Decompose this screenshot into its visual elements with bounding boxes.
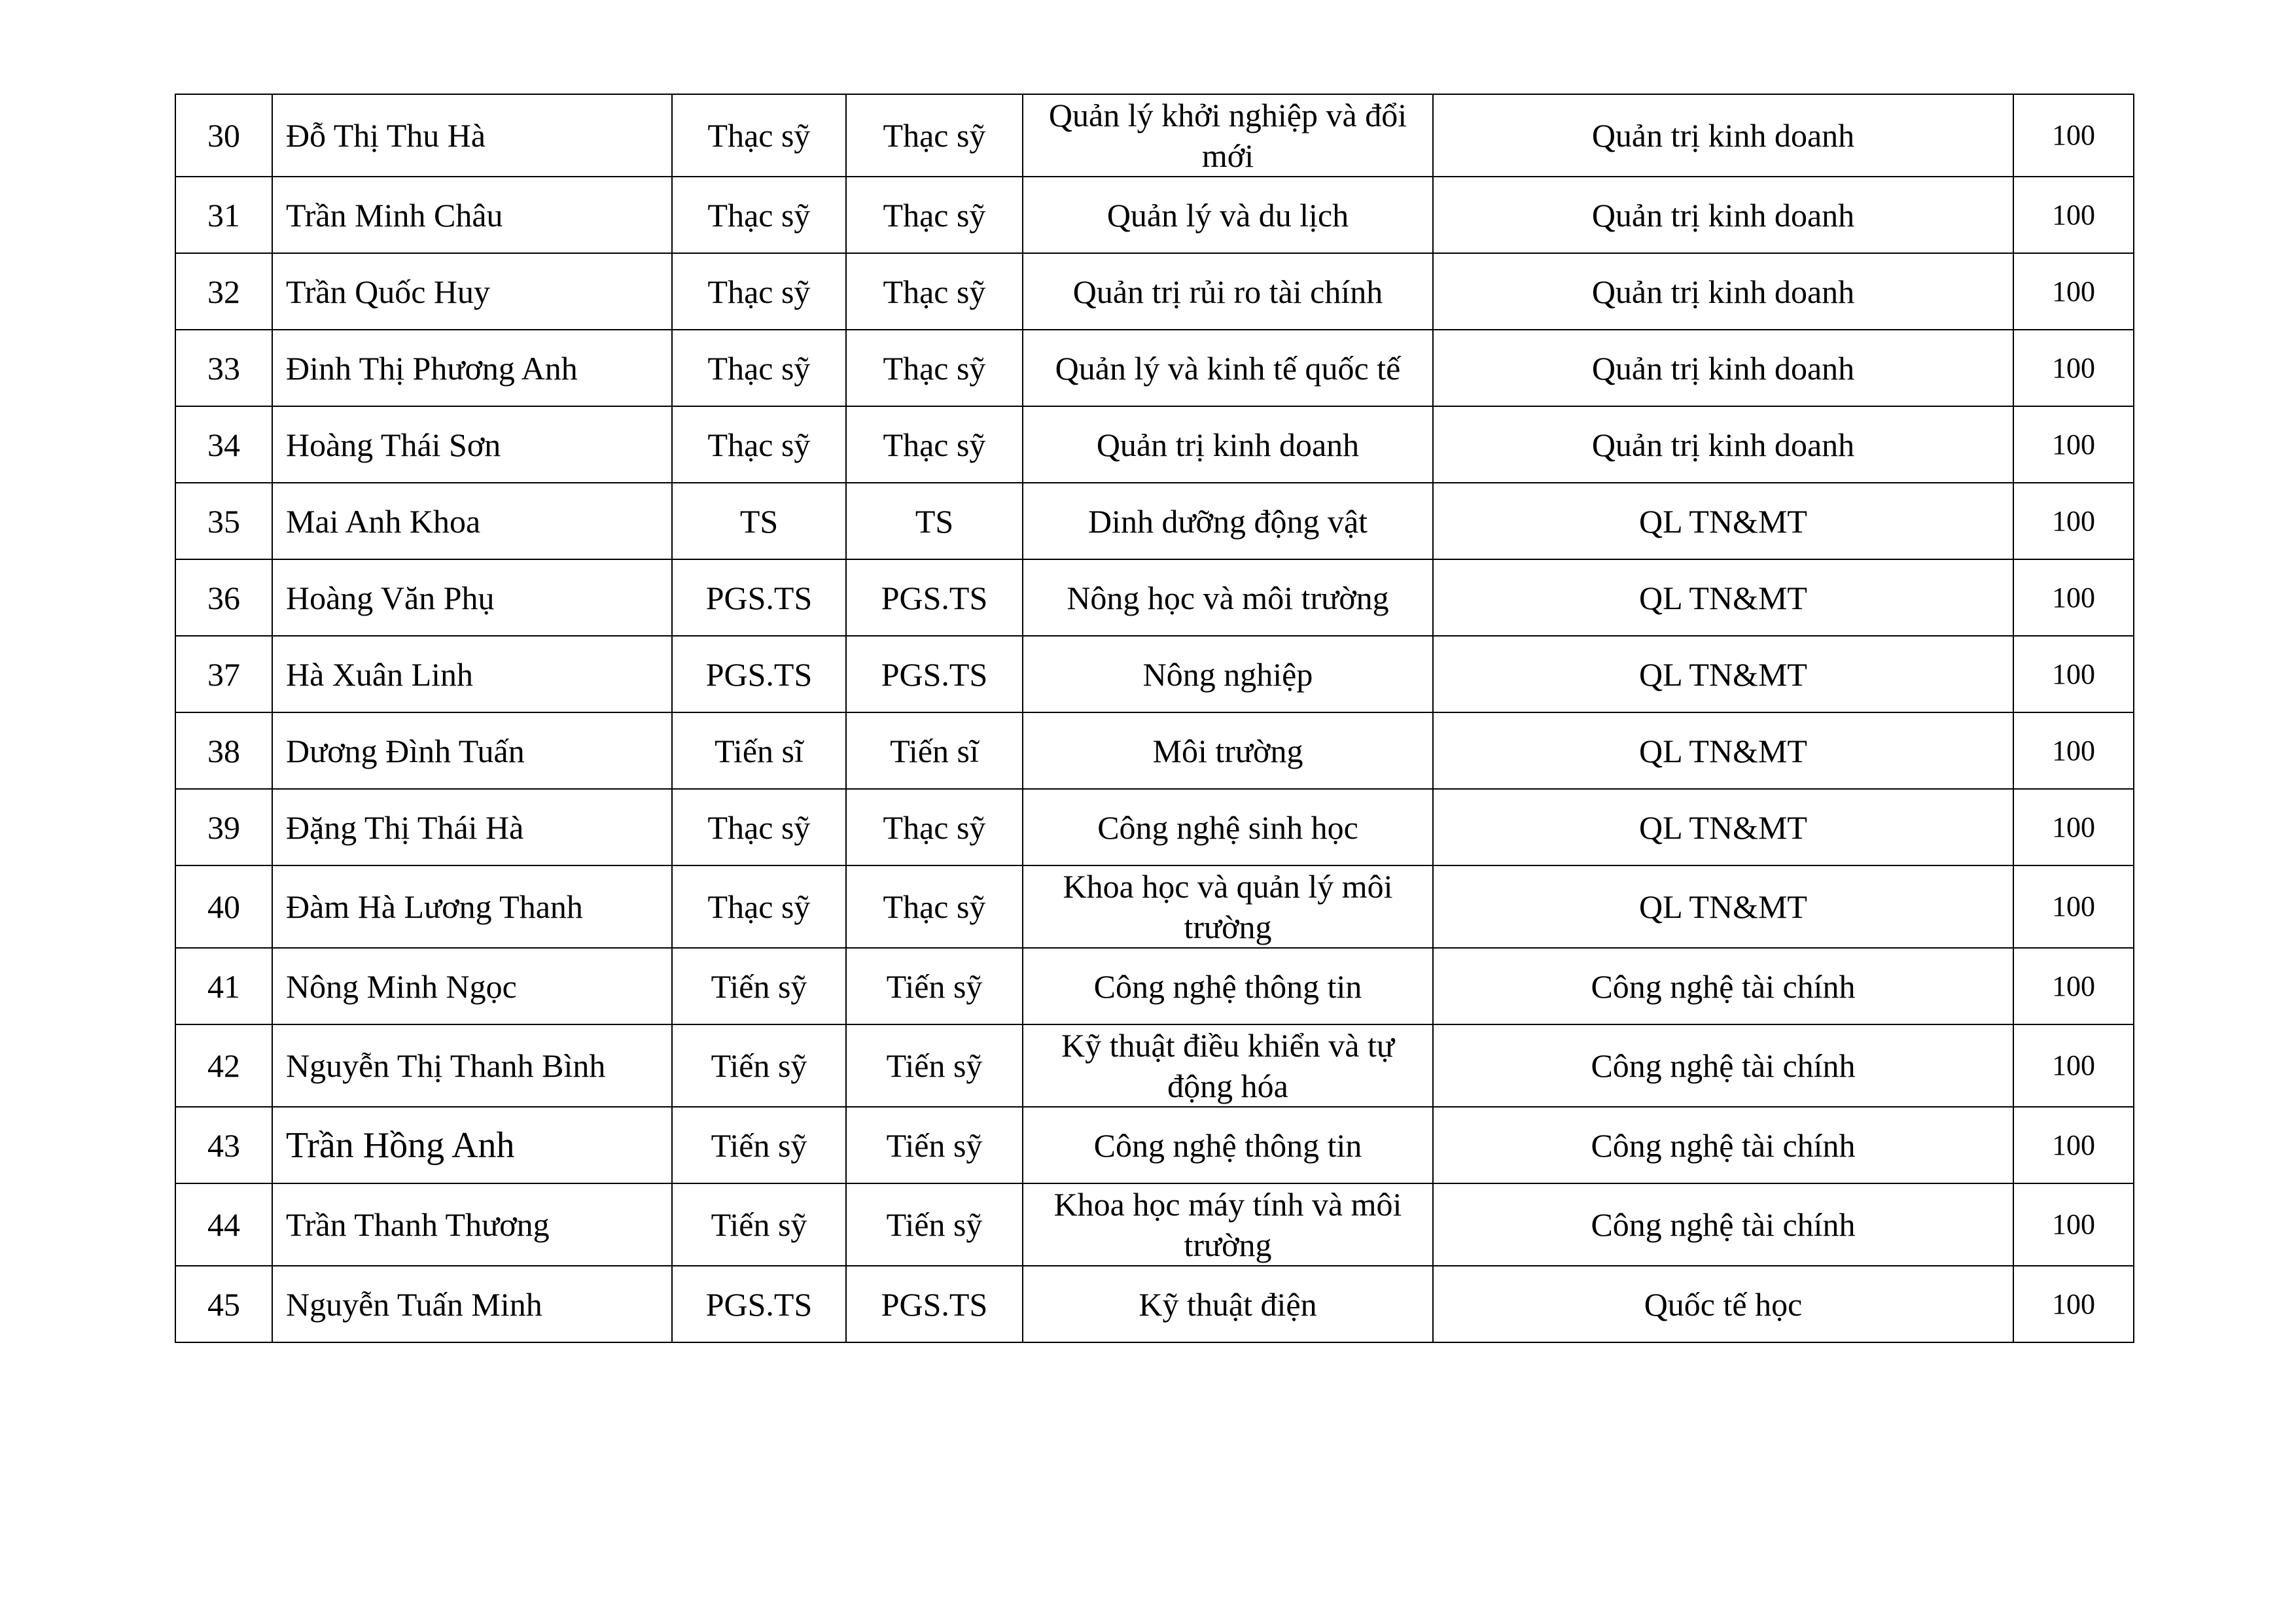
row-number: 40 (175, 865, 272, 948)
major: Quản lý và du lịch (1023, 177, 1433, 253)
staff-name: Đỗ Thị Thu Hà (272, 94, 672, 177)
staff-name: Nguyễn Thị Thanh Bình (272, 1024, 672, 1107)
major: Dinh dưỡng động vật (1023, 483, 1433, 559)
table-row (175, 1024, 2134, 1107)
degree: PGS.TS (672, 559, 846, 636)
faculty: Quản trị kinh doanh (1433, 253, 2013, 330)
row-number: 32 (175, 253, 272, 330)
major: Quản lý và kinh tế quốc tế (1023, 330, 1433, 406)
percent: 100 (2013, 559, 2134, 636)
percent: 100 (2013, 1183, 2134, 1266)
faculty: QL TN&MT (1433, 789, 2013, 865)
degree-secondary: Thạc sỹ (846, 177, 1023, 253)
percent: 100 (2013, 94, 2134, 177)
staff-name: Mai Anh Khoa (272, 483, 672, 559)
degree: Tiến sỹ (672, 1183, 846, 1266)
staff-table (175, 94, 2134, 1343)
staff-name: Trần Thanh Thương (272, 1183, 672, 1266)
row-number: 42 (175, 1024, 272, 1107)
table-row (175, 712, 2134, 789)
faculty: Quản trị kinh doanh (1433, 94, 2013, 177)
staff-name: Trần Minh Châu (272, 177, 672, 253)
row-number: 45 (175, 1266, 272, 1342)
degree: Thạc sỹ (672, 330, 846, 406)
staff-name: Trần Hồng Anh (272, 1107, 672, 1183)
row-number: 37 (175, 636, 272, 712)
row-number: 33 (175, 330, 272, 406)
major: Công nghệ thông tin (1023, 1107, 1433, 1183)
degree-secondary: PGS.TS (846, 559, 1023, 636)
row-number: 39 (175, 789, 272, 865)
major: Quản trị rủi ro tài chính (1023, 253, 1433, 330)
percent: 100 (2013, 253, 2134, 330)
degree-secondary: Thạc sỹ (846, 253, 1023, 330)
staff-name: Hoàng Thái Sơn (272, 406, 672, 483)
degree: Tiến sỹ (672, 948, 846, 1024)
degree: PGS.TS (672, 1266, 846, 1342)
table-row (175, 94, 2134, 177)
faculty: QL TN&MT (1433, 865, 2013, 948)
degree: Tiến sĩ (672, 712, 846, 789)
degree: Thạc sỹ (672, 789, 846, 865)
row-number: 35 (175, 483, 272, 559)
degree: Thạc sỹ (672, 94, 846, 177)
degree: Thạc sỹ (672, 865, 846, 948)
degree: TS (672, 483, 846, 559)
faculty: Quản trị kinh doanh (1433, 330, 2013, 406)
degree: Thạc sỹ (672, 253, 846, 330)
staff-name: Nguyễn Tuấn Minh (272, 1266, 672, 1342)
major: Quản trị kinh doanh (1023, 406, 1433, 483)
staff-name: Hoàng Văn Phụ (272, 559, 672, 636)
staff-name: Hà Xuân Linh (272, 636, 672, 712)
table-row (175, 865, 2134, 948)
percent: 100 (2013, 1107, 2134, 1183)
faculty: Công nghệ tài chính (1433, 1107, 2013, 1183)
major: Công nghệ thông tin (1023, 948, 1433, 1024)
degree-secondary: Tiến sỹ (846, 948, 1023, 1024)
staff-name: Nông Minh Ngọc (272, 948, 672, 1024)
degree: Thạc sỹ (672, 406, 846, 483)
staff-name: Trần Quốc Huy (272, 253, 672, 330)
table-row (175, 636, 2134, 712)
degree-secondary: PGS.TS (846, 636, 1023, 712)
percent: 100 (2013, 636, 2134, 712)
degree: Tiến sỹ (672, 1024, 846, 1107)
degree-secondary: TS (846, 483, 1023, 559)
faculty: Công nghệ tài chính (1433, 948, 2013, 1024)
table-row (175, 789, 2134, 865)
percent: 100 (2013, 177, 2134, 253)
major: Công nghệ sinh học (1023, 789, 1433, 865)
table-row (175, 1266, 2134, 1342)
row-number: 34 (175, 406, 272, 483)
degree-secondary: Thạc sỹ (846, 406, 1023, 483)
staff-name: Dương Đình Tuấn (272, 712, 672, 789)
table-row (175, 948, 2134, 1024)
faculty: QL TN&MT (1433, 559, 2013, 636)
percent: 100 (2013, 948, 2134, 1024)
faculty: QL TN&MT (1433, 712, 2013, 789)
faculty: QL TN&MT (1433, 636, 2013, 712)
percent: 100 (2013, 1266, 2134, 1342)
table-row (175, 559, 2134, 636)
row-number: 38 (175, 712, 272, 789)
major: Khoa học và quản lý môi trường (1023, 865, 1433, 948)
table-row (175, 330, 2134, 406)
table-body (175, 94, 2134, 1342)
row-number: 30 (175, 94, 272, 177)
faculty: Quốc tế học (1433, 1266, 2013, 1342)
table-row (175, 483, 2134, 559)
major: Kỹ thuật điện (1023, 1266, 1433, 1342)
major: Nông học và môi trường (1023, 559, 1433, 636)
faculty: Quản trị kinh doanh (1433, 177, 2013, 253)
percent: 100 (2013, 406, 2134, 483)
degree-secondary: Thạc sỹ (846, 94, 1023, 177)
degree-secondary: Tiến sĩ (846, 712, 1023, 789)
percent: 100 (2013, 789, 2134, 865)
degree-secondary: Thạc sỹ (846, 865, 1023, 948)
table-row (175, 1183, 2134, 1266)
table-row (175, 253, 2134, 330)
row-number: 44 (175, 1183, 272, 1266)
major: Kỹ thuật điều khiển và tự động hóa (1023, 1024, 1433, 1107)
major: Môi trường (1023, 712, 1433, 789)
faculty: Công nghệ tài chính (1433, 1024, 2013, 1107)
staff-name: Đặng Thị Thái Hà (272, 789, 672, 865)
faculty: QL TN&MT (1433, 483, 2013, 559)
degree: Thạc sỹ (672, 177, 846, 253)
staff-name: Đàm Hà Lương Thanh (272, 865, 672, 948)
row-number: 43 (175, 1107, 272, 1183)
table-row (175, 1107, 2134, 1183)
degree-secondary: PGS.TS (846, 1266, 1023, 1342)
degree-secondary: Thạc sỹ (846, 330, 1023, 406)
percent: 100 (2013, 865, 2134, 948)
degree-secondary: Thạc sỹ (846, 789, 1023, 865)
major: Nông nghiệp (1023, 636, 1433, 712)
degree-secondary: Tiến sỹ (846, 1024, 1023, 1107)
percent: 100 (2013, 1024, 2134, 1107)
degree: PGS.TS (672, 636, 846, 712)
major: Quản lý khởi nghiệp và đổi mới (1023, 94, 1433, 177)
faculty: Quản trị kinh doanh (1433, 406, 2013, 483)
major: Khoa học máy tính và môi trường (1023, 1183, 1433, 1266)
percent: 100 (2013, 712, 2134, 789)
row-number: 41 (175, 948, 272, 1024)
staff-name: Đinh Thị Phương Anh (272, 330, 672, 406)
percent: 100 (2013, 483, 2134, 559)
degree: Tiến sỹ (672, 1107, 846, 1183)
table-row (175, 406, 2134, 483)
table-row (175, 177, 2134, 253)
degree-secondary: Tiến sỹ (846, 1107, 1023, 1183)
degree-secondary: Tiến sỹ (846, 1183, 1023, 1266)
faculty: Công nghệ tài chính (1433, 1183, 2013, 1266)
percent: 100 (2013, 330, 2134, 406)
row-number: 36 (175, 559, 272, 636)
row-number: 31 (175, 177, 272, 253)
